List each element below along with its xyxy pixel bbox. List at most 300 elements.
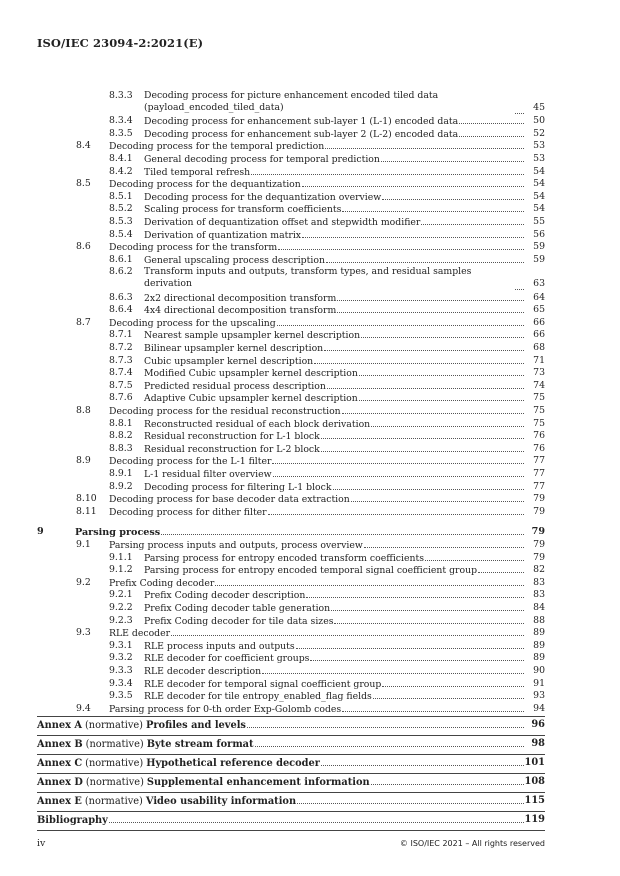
toc-entry-number: 8.9	[76, 455, 91, 467]
toc-entry-title: RLE decoder for tile entropy_enabled_flag fields	[144, 691, 372, 703]
toc-entry-page: 89	[533, 652, 545, 664]
toc-entry-title: Scaling process for transform coefficients	[144, 204, 342, 216]
toc-leader-dots	[215, 577, 524, 586]
toc-entry-title-cell	[144, 128, 525, 140]
toc-annex-label: Annex B	[37, 739, 83, 751]
toc-entry-title-cell	[109, 577, 525, 589]
toc-entry-page: 65	[533, 304, 545, 316]
toc-annex-title: Video usability information	[145, 796, 297, 808]
toc-leader-dots	[296, 640, 524, 649]
toc-entry-title: RLE process inputs and outputs	[144, 640, 295, 652]
toc-entry-title-cell	[144, 203, 525, 215]
toc-annex-entry[interactable]	[0, 719, 620, 731]
toc-entry-title-cell	[109, 405, 525, 417]
toc-leader-dots	[342, 203, 524, 212]
toc-entry-page: 64	[533, 291, 545, 303]
toc-leader-dots	[255, 738, 524, 747]
toc-entry-number: 8.6.3	[109, 291, 133, 303]
toc-entry-title-cell	[144, 254, 525, 266]
toc-entry-page: 53	[533, 140, 545, 152]
toc-entry[interactable]	[0, 203, 620, 215]
toc-entry-number: 9	[37, 526, 44, 538]
toc-entry-title-cell	[144, 481, 525, 493]
toc-entry-title: Decoding process for the L-1 filter	[109, 456, 272, 468]
toc-entry-title: Reconstructed residual of each block derivation	[144, 418, 371, 430]
toc-leader-dots	[337, 292, 524, 301]
toc-entry-page: 73	[533, 367, 545, 379]
toc-entry-title: Prefix Coding decoder description	[144, 590, 306, 602]
toc-entry-page: 83	[533, 589, 545, 601]
toc-entry-number: 9.4	[76, 702, 91, 714]
toc-entry-page: 54	[533, 165, 545, 177]
toc-annex-title: Byte stream format	[146, 739, 254, 751]
toc-entry-page: 66	[533, 329, 545, 341]
toc-entry-page: 75	[533, 405, 545, 416]
toc-annex-type: (normative)	[85, 739, 144, 751]
toc-entry[interactable]	[0, 140, 620, 152]
toc-leader-dots	[247, 719, 524, 728]
toc-annex-page: 119	[524, 814, 545, 826]
toc-entry-number: 8.10	[76, 493, 97, 505]
toc-leader-dots	[361, 329, 524, 338]
toc-entry-title-cell	[144, 665, 525, 677]
toc-entry-title: Decoding process for enhancement sub-layer 2 (L-2) encoded data	[144, 128, 459, 140]
toc-entry-title: General decoding process for temporal prediction	[144, 154, 380, 165]
toc-entry[interactable]	[0, 90, 620, 114]
toc-annex-label: Annex D	[37, 777, 83, 789]
toc-entry-title-cell	[144, 430, 525, 442]
toc-entry-title: Parsing process inputs and outputs, process overview	[109, 540, 363, 551]
toc-entry-page: 77	[533, 468, 545, 479]
toc-annex-label: Annex C	[37, 758, 83, 770]
toc-leader-dots	[331, 602, 524, 611]
toc-entry[interactable]	[0, 266, 620, 290]
toc-leader-dots	[171, 627, 524, 636]
toc-entry-number: 8.6.4	[109, 304, 133, 316]
toc-entry-number: 8.6.1	[109, 253, 133, 265]
toc-annex-label: Annex A	[37, 720, 82, 732]
toc-entry-title: Decoding process for dither filter	[109, 506, 267, 518]
toc-entry-page: 53	[533, 153, 545, 164]
toc-entry[interactable]	[0, 292, 620, 304]
toc-entry-number: 9.1	[76, 539, 91, 550]
toc-entry[interactable]	[0, 418, 620, 430]
toc-entry-number: 8.3.3	[109, 90, 133, 101]
toc-entry-title: Decoding process for base decoder data extraction	[109, 494, 350, 506]
toc-entry-title: Derivation of dequantization offset and stepwidth modifier	[144, 217, 421, 228]
toc-entry-title-cell	[144, 690, 525, 702]
toc-entry-title-cell	[144, 266, 525, 290]
toc-entry-title-cell	[109, 493, 525, 505]
toc-entry-title: Derivation of quantization matrix	[144, 229, 302, 241]
toc-entry-number: 9.2.2	[109, 602, 133, 613]
toc-entry[interactable]	[0, 241, 620, 253]
toc-entry-title-cell	[144, 153, 525, 165]
toc-annex-title: Hypothetical reference decoder	[146, 758, 320, 770]
toc-leader-dots	[310, 652, 524, 661]
toc-entry-page: 75	[533, 392, 545, 404]
toc-entry-title-cell	[144, 115, 525, 127]
toc-entry-number: 8.7	[76, 316, 91, 328]
toc-entry-title: Prefix Coding decoder	[109, 577, 215, 589]
toc-leader-dots	[297, 795, 524, 804]
toc-leader-dots	[459, 115, 524, 124]
toc-entry-number: 9.3.5	[109, 690, 133, 702]
toc-separator-line	[37, 773, 545, 774]
toc-entry-title: RLE decoder description	[144, 666, 262, 677]
toc-entry[interactable]	[0, 430, 620, 442]
toc-entry-page: 77	[533, 455, 545, 467]
toc-entry-number: 8.5	[76, 178, 91, 190]
toc-entry[interactable]	[0, 652, 620, 664]
toc-entry[interactable]	[0, 380, 620, 392]
toc-leader-dots	[277, 317, 524, 326]
toc-entry-number: 8.5.4	[109, 228, 133, 240]
toc-annex-title-cell	[37, 814, 525, 827]
toc-entry[interactable]	[0, 178, 620, 190]
toc-entry-title: Bilinear upsampler kernel description	[144, 343, 324, 354]
toc-entry-number: 8.8.1	[109, 417, 133, 429]
toc-entry[interactable]	[0, 405, 620, 417]
toc-entry[interactable]	[0, 539, 620, 551]
toc-entry-title: Decoding process for filtering L-1 block	[144, 481, 332, 493]
toc-entry[interactable]	[0, 526, 620, 538]
toc-leader-dots	[359, 392, 524, 401]
toc-entry-title: Nearest sample upsampler kernel description	[144, 330, 361, 342]
toc-entry-page: 59	[533, 253, 545, 265]
toc-entry-title-cell	[144, 216, 525, 228]
toc-annex-label: Bibliography	[37, 815, 108, 827]
toc-leader-dots	[161, 526, 524, 535]
toc-entry-title: Residual reconstruction for L-1 block	[144, 431, 320, 443]
toc-entry-page: 76	[533, 442, 545, 454]
toc-entry-number: 9.3.2	[109, 652, 133, 664]
toc-entry-number: 8.8	[76, 405, 91, 416]
toc-entry-title-cell	[144, 380, 525, 392]
toc-entry-title-cell	[109, 627, 525, 639]
toc-entry-title: RLE decoder for coefficient groups	[144, 653, 310, 665]
toc-leader-dots	[278, 241, 524, 250]
toc-entry-page: 89	[533, 639, 545, 651]
toc-leader-dots	[321, 443, 524, 452]
toc-entry-number: 9.3.1	[109, 639, 133, 651]
page-number: iv	[37, 838, 46, 849]
toc-annex-page: 96	[531, 719, 545, 731]
toc-entry-page: 75	[533, 417, 545, 429]
toc-entry-title: Modified Cubic upsampler kernel description	[144, 368, 358, 380]
toc-entry-number: 9.1.2	[109, 564, 133, 576]
toc-entry-title-cell	[144, 564, 525, 576]
toc-entry[interactable]	[0, 627, 620, 639]
toc-entry-title-cell	[144, 329, 525, 341]
toc-entry-page: 79	[533, 539, 545, 550]
toc-entry-number: 9.2.3	[109, 614, 133, 626]
toc-entry-title-cell	[144, 640, 525, 652]
toc-entry-page: 79	[533, 505, 545, 517]
toc-leader-dots	[314, 355, 524, 364]
toc-entry-page: 56	[533, 228, 545, 240]
toc-entry-title: RLE decoder	[109, 628, 171, 640]
toc-annex-entry[interactable]	[0, 814, 620, 826]
toc-entry[interactable]	[0, 367, 620, 379]
toc-entry-page: 89	[533, 627, 545, 639]
toc-entry-number: 9.2.1	[109, 589, 133, 601]
toc-leader-dots	[302, 229, 524, 238]
toc-annex-title-cell	[37, 738, 525, 751]
toc-annex-title: Profiles and levels	[146, 720, 246, 732]
toc-entry-title-cell	[109, 317, 525, 329]
toc-entry-title: Decoding process for the residual reconstruction	[109, 406, 341, 417]
toc-entry[interactable]	[0, 678, 620, 690]
toc-entry-title-cell	[144, 589, 525, 601]
toc-entry[interactable]	[0, 166, 620, 178]
toc-entry-title: Parsing process for entropy encoded temporal signal coefficient group	[144, 565, 478, 577]
toc-entry-page: 66	[533, 316, 545, 328]
toc-entry-number: 8.7.4	[109, 367, 133, 379]
toc-entry-title-cell	[109, 455, 525, 467]
toc-leader-dots	[359, 367, 524, 376]
toc-entry-title-cell	[144, 229, 525, 241]
toc-separator-line	[37, 735, 545, 736]
toc-entry[interactable]	[0, 216, 620, 228]
toc-entry[interactable]	[0, 153, 620, 165]
toc-entry[interactable]	[0, 690, 620, 702]
toc-leader-dots	[373, 690, 524, 699]
toc-entry-title-cell	[144, 367, 525, 379]
toc-entry[interactable]	[0, 552, 620, 564]
toc-entry-title-cell	[144, 443, 525, 455]
toc-entry-title-cell	[144, 552, 525, 564]
toc-annex-entry[interactable]	[0, 795, 620, 807]
toc-leader-dots	[425, 552, 524, 561]
toc-entry[interactable]	[0, 506, 620, 518]
toc-entry[interactable]	[0, 128, 620, 140]
toc-entry-page: 68	[533, 342, 545, 353]
toc-entry-title-cell	[109, 140, 525, 152]
toc-entry-title-cell	[144, 166, 525, 178]
toc-leader-dots	[321, 430, 524, 439]
toc-entry[interactable]	[0, 493, 620, 505]
toc-entry-page: 76	[533, 430, 545, 442]
toc-entry-title: Transform inputs and outputs, transform types, and residual samples derivation	[144, 266, 472, 290]
toc-entry[interactable]	[0, 602, 620, 614]
toc-entry-title-cell	[109, 241, 525, 253]
toc-entry[interactable]	[0, 342, 620, 354]
toc-leader-dots	[306, 589, 524, 598]
toc-entry-title: Cubic upsampler kernel description	[144, 355, 314, 367]
toc-entry-number: 8.9.2	[109, 480, 133, 492]
toc-leader-dots	[351, 493, 524, 502]
toc-entry[interactable]	[0, 229, 620, 241]
toc-entry-title: Parsing process	[75, 527, 161, 539]
toc-entry-page: 71	[533, 354, 545, 366]
toc-entry-title-cell	[109, 703, 525, 715]
toc-entry-title-cell	[144, 90, 525, 114]
toc-annex-page: 108	[524, 776, 545, 788]
toc-entry-number: 8.6	[76, 241, 91, 253]
toc-entry-title: Decoding process for picture enhancement encoded tiled data (payload_encoded_tiled_data)	[144, 90, 439, 113]
toc-entry[interactable]	[0, 355, 620, 367]
toc-entry-page: 45	[533, 102, 545, 113]
toc-entry-title-cell	[144, 342, 525, 354]
toc-leader-dots	[515, 105, 524, 114]
toc-entry[interactable]	[0, 589, 620, 601]
toc-leader-dots	[326, 254, 524, 263]
toc-annex-page: 98	[531, 738, 545, 750]
toc-entry-title-cell	[144, 392, 525, 404]
toc-entry[interactable]	[0, 392, 620, 404]
toc-entry-page: 88	[533, 614, 545, 626]
toc-annex-title-cell	[37, 795, 525, 808]
toc-entry-title-cell	[144, 678, 525, 690]
toc-entry-page: 63	[533, 278, 545, 290]
toc-entry-number: 8.8.2	[109, 430, 133, 442]
toc-entry-number: 8.4.2	[109, 165, 133, 177]
toc-entry[interactable]	[0, 615, 620, 627]
toc-entry-page: 79	[533, 551, 545, 563]
toc-entry-number: 8.3.4	[109, 115, 133, 127]
toc-annex-page: 115	[524, 795, 545, 807]
toc-entry[interactable]	[0, 304, 620, 316]
toc-entry[interactable]	[0, 640, 620, 652]
toc-separator-line	[37, 811, 545, 812]
toc-entry-page: 79	[533, 493, 545, 505]
toc-entry-number: 8.7.6	[109, 392, 133, 404]
toc-entry-title-cell	[144, 191, 525, 203]
toc-entry-title: Tiled temporal refresh	[144, 166, 251, 178]
toc-leader-dots	[342, 703, 524, 712]
toc-entry-title-cell	[109, 506, 525, 518]
toc-entry-title: Decoding process for the upscaling	[109, 317, 276, 329]
toc-entry-page: 59	[533, 241, 545, 253]
toc-annex-entry[interactable]	[0, 776, 620, 788]
toc-entry[interactable]	[0, 665, 620, 677]
toc-entry-title-cell	[144, 602, 525, 614]
toc-entry-title-cell	[109, 178, 525, 190]
toc-entry-title: Decoding process for the dequantization overview	[144, 191, 382, 203]
toc-entry-number: 8.7.2	[109, 342, 133, 353]
toc-leader-dots	[459, 128, 524, 137]
toc-entry-number: 8.7.5	[109, 379, 133, 391]
toc-entry[interactable]	[0, 703, 620, 715]
toc-leader-dots	[327, 380, 524, 389]
toc-entry-page: 54	[533, 203, 545, 215]
toc-annex-type: (normative)	[84, 796, 143, 808]
toc-entry-number: 8.6.2	[109, 266, 133, 278]
toc-entry-title: Decoding process for the temporal prediction	[109, 141, 325, 153]
toc-entry-page: 90	[533, 665, 545, 676]
toc-entry-title: Decoding process for the transform	[109, 242, 278, 254]
toc-annex-title-cell	[37, 776, 525, 789]
toc-leader-dots	[324, 342, 524, 351]
toc-entry-number: 8.4.1	[109, 153, 133, 164]
toc-entry-title-cell	[144, 652, 525, 664]
toc-entry-number: 9.3.4	[109, 677, 133, 689]
toc-entry[interactable]	[0, 468, 620, 480]
toc-annex-title-cell	[37, 757, 525, 770]
toc-entry[interactable]	[0, 443, 620, 455]
toc-annex-entry[interactable]	[0, 757, 620, 769]
toc-annex-title-cell	[37, 719, 525, 732]
toc-entry-title-cell	[144, 292, 525, 304]
toc-entry-title: Decoding process for the dequantization	[109, 179, 301, 191]
toc-entry-page: 79	[531, 526, 545, 538]
toc-entry-number: 8.11	[76, 505, 97, 517]
toc-leader-dots	[382, 191, 524, 200]
toc-entry-title: L-1 residual filter overview	[144, 469, 272, 480]
toc-entry-number: 8.5.3	[109, 216, 133, 227]
toc-entry-number: 9.3.3	[109, 665, 133, 676]
toc-entry-title: RLE decoder for temporal signal coefficient group	[144, 678, 382, 690]
toc-entry-number: 8.7.3	[109, 354, 133, 366]
toc-entry[interactable]	[0, 329, 620, 341]
toc-entry-page: 74	[533, 379, 545, 391]
toc-entry-title: Prefix Coding decoder for tile data sizes	[144, 615, 334, 627]
toc-leader-dots	[371, 776, 524, 785]
toc-annex-page: 101	[524, 757, 545, 769]
toc-entry-title: Predicted residual process description	[144, 380, 326, 392]
toc-leader-dots	[381, 153, 524, 162]
toc-entry[interactable]	[0, 254, 620, 266]
toc-entry-page: 54	[533, 190, 545, 202]
toc-leader-dots	[325, 140, 524, 149]
toc-leader-dots	[321, 757, 524, 766]
toc-annex-entry[interactable]	[0, 738, 620, 750]
toc-entry-number: 8.5.2	[109, 203, 133, 215]
copyright-notice: © ISO/IEC 2021 – All rights reserved	[399, 839, 545, 848]
toc-entry-title: Residual reconstruction for L-2 block	[144, 443, 320, 455]
toc-annex-title: Supplemental enhancement information	[146, 777, 370, 789]
toc-entry-number: 9.3	[76, 627, 91, 639]
toc-entry[interactable]	[0, 481, 620, 493]
toc-entry[interactable]	[0, 317, 620, 329]
toc-entry-title: Decoding process for enhancement sub-layer 1 (L-1) encoded data	[144, 116, 459, 128]
toc-entry-title: 2x2 directional decomposition transform	[144, 292, 337, 304]
toc-entry[interactable]	[0, 191, 620, 203]
toc-entry-number: 8.9.1	[109, 468, 133, 479]
toc-entry-number: 8.3.5	[109, 127, 133, 139]
toc-entry-title: Parsing process for 0-th order Exp-Golomb codes	[109, 703, 342, 715]
toc-entry-title-cell	[144, 468, 525, 480]
toc-entry-number: 8.4	[76, 140, 91, 152]
toc-leader-dots	[272, 455, 524, 464]
toc-annex-label: Annex E	[37, 796, 82, 808]
toc-entry-title: Adaptive Cubic upsampler kernel description	[144, 393, 358, 405]
toc-entry-title: General upscaling process description	[144, 254, 325, 266]
toc-leader-dots	[421, 216, 524, 225]
toc-entry-page: 54	[533, 178, 545, 190]
toc-entry[interactable]	[0, 455, 620, 467]
toc-leader-dots	[273, 468, 524, 477]
toc-entry-title-cell	[109, 539, 525, 551]
toc-entry[interactable]	[0, 577, 620, 589]
toc-entry-page: 52	[533, 127, 545, 139]
toc-leader-dots	[478, 564, 524, 573]
toc-leader-dots	[342, 405, 524, 414]
toc-separator-line	[37, 830, 545, 831]
toc-entry[interactable]	[0, 115, 620, 127]
toc-entry[interactable]	[0, 564, 620, 576]
toc-entry-title: Prefix Coding decoder table generation	[144, 603, 331, 614]
toc-entry-title-cell	[144, 418, 525, 430]
toc-entry-number: 8.8.3	[109, 442, 133, 454]
toc-leader-dots	[109, 814, 524, 823]
toc-annex-type: (normative)	[84, 720, 144, 732]
toc-entry-title-cell	[144, 355, 525, 367]
toc-entry-page: 77	[533, 480, 545, 492]
toc-leader-dots	[333, 481, 525, 490]
toc-leader-dots	[515, 281, 524, 290]
